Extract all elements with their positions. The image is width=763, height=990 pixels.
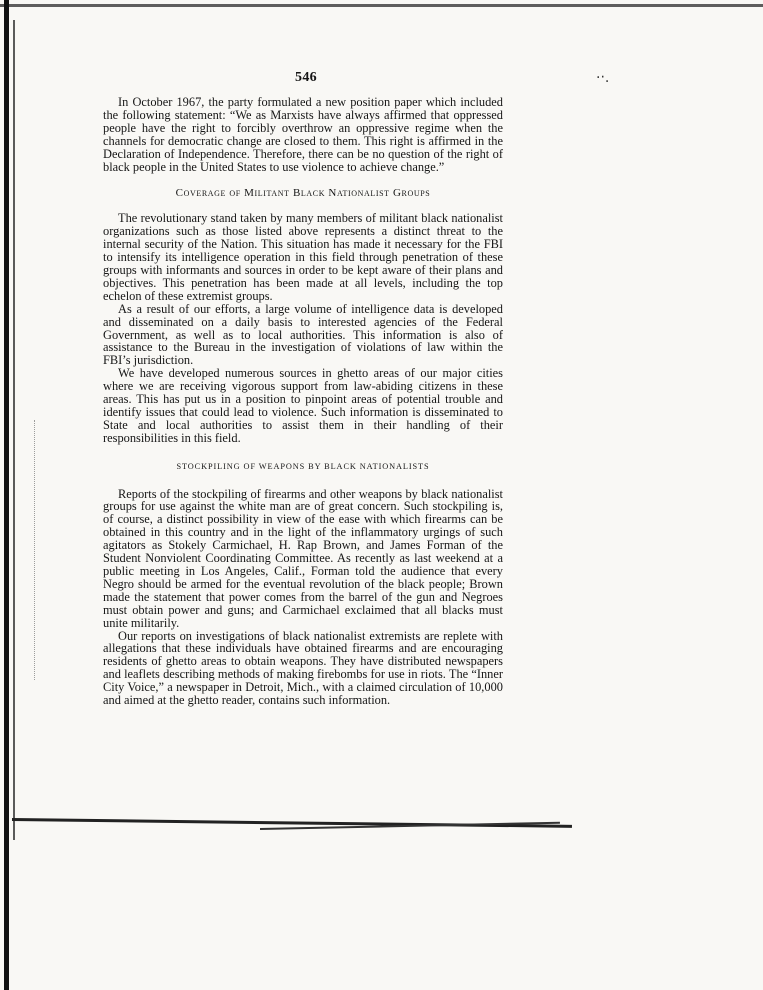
page-content xyxy=(103,96,503,707)
corner-mark: ·‧. xyxy=(596,70,610,86)
section-heading-stockpiling: STOCKPILING OF WEAPONS BY BLACK NATIONALISTS xyxy=(176,461,430,471)
scan-top-rule xyxy=(0,4,763,7)
scan-left-dots xyxy=(34,420,36,680)
scan-left-line xyxy=(13,20,15,840)
paragraph: The revolutionary stand taken by many members of militant black nationalist organizations such as those listed above represents a distinct threat to the internal security of the Nation. This situation has made it necessary for the FBI to intensify its intelligence operation in this field through penetration of these groups with informants and sources in order to be kept aware of their plans and objectives. This penetration has been made at all levels, including the top echelon of these extremist groups. xyxy=(103,211,503,303)
page-number: 546 xyxy=(295,70,317,85)
paragraph: We have developed numerous sources in ghetto areas of our major cities where we are receiving vigorous support from law-abiding citizens in these areas. This has put us in a position to pinpoint areas of potential trouble and identify issues that could lead to violence. Such information is disseminated to State and local authorities to assist them in their handling of their responsibilities in this field. xyxy=(103,366,503,445)
section-heading-coverage: Coverage of Militant Black Nationalist Groups xyxy=(175,187,431,200)
paragraph: Reports of the stockpiling of firearms and other weapons by black nationalist groups for use against the white man are of great concern. Such stockpiling is, of course, a distinct possibility in view of the ease with which firearms can be obtained in this country and in the light of the inflammatory urgings of such agitators as Stokely Carmichael, H. Rap Brown, and James Forman of the Student Nonviolent Coordinating Committee. As recently as last weekend at a public meeting in Los Angeles, Calif., Forman told the audience that every Negro should be armed for the eventual revolution of the black people; Brown made the statement that power comes from the barrel of the gun and Negroes must obtain power and guns; and Carmichael exclaimed that all blacks must unite militarily. xyxy=(103,486,503,630)
paragraph: In October 1967, the party formulated a new position paper which included the following statement: “We as Marxists have always affirmed that oppressed people have the right to forcibly overthrow an oppressive regime when the channels for democratic change are closed to them. This right is affirmed in the Declaration of Independence. Therefore, there can be no question of the right of black people in the United States to use violence to achieve change.” xyxy=(103,95,503,174)
paragraph: As a result of our efforts, a large volume of intelligence data is developed and disseminated on a daily basis to interested agencies of the Federal Government, as well as to local authorities. This information is also of assistance to the Bureau in the investigation of violations of law within the FBI’s jurisdiction. xyxy=(103,301,503,368)
paragraph: Our reports on investigations of black nationalist extremists are replete with allegations that these individuals have obtained firearms and are encouraging residents of ghetto areas to obtain weapons. They have distributed newspapers and leaflets describing methods of making firebombs for use in riots. The “Inner City Voice,” a newspaper in Detroit, Mich., with a claimed circulation of 10,000 and aimed at the ghetto reader, contains such information. xyxy=(103,628,503,708)
scan-left-edge xyxy=(4,0,9,990)
